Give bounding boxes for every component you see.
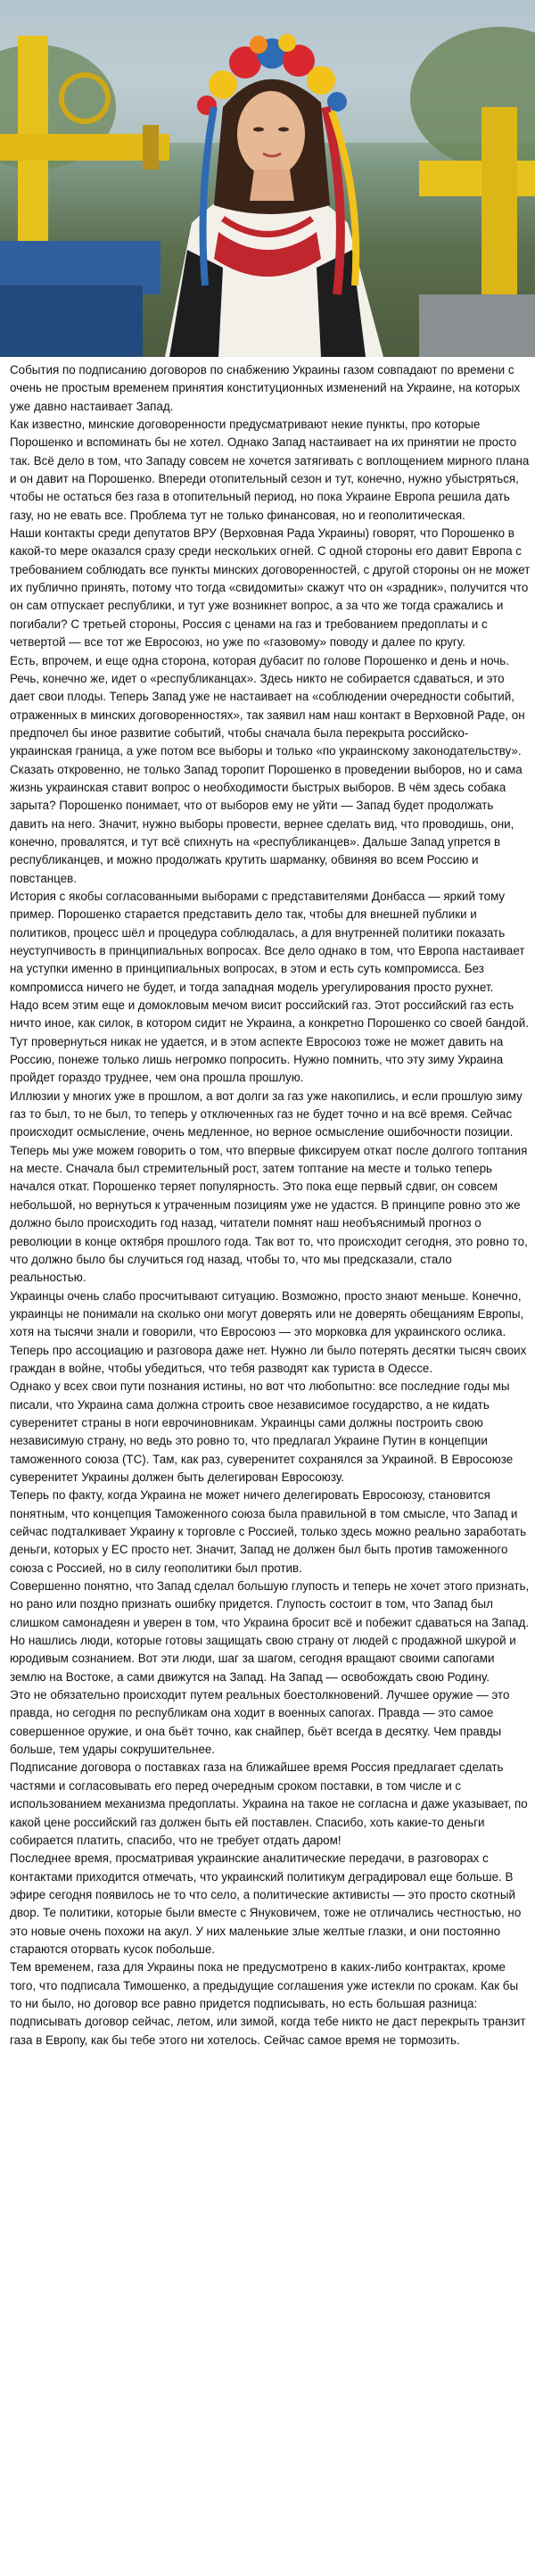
- hero-illustration: [0, 0, 535, 357]
- article-paragraph-6: История с якобы согласованными выборами с представителями Донбасса — яркий тому пример. Порошенко старается представить дело так, чтобы для внешней публики и политиков, процесс шёл и процедура соблюдалась, а для внутренней политики показать неуступчивость в принципиальных вопросах. Все дело однако в том, что Европа настаивает на уступки именно в принципиальных вопросах, в этом и есть суть компромисса. Без компромисса ничего не будет, и тогда западная модель урегулирования просто рухнет.: [10, 889, 525, 994]
- article-paragraph-2: Как известно, минские договоренности предусматривают некие пункты, про которые Порошенко и вспоминать бы не хотел. Однако Запад настаивает на их принятии не просто так. Всё дело в том, что Западу совсем не хочется затягивать с воплощением мирного плана и он давит на Порошенко. Впереди отопительный сезон и тут, конечно, нужно убыстряться, чтобы не остаться без газа в отопительный период, но пока Украине Европа решила дать газу, но не евать все. Проблема тут не только финансовая, но и геополитическая.: [10, 418, 530, 522]
- flower-6: [250, 36, 268, 54]
- neck: [250, 170, 294, 201]
- pipe-yellow-right-vertical: [482, 107, 517, 312]
- pipe-flange: [143, 125, 159, 170]
- pipe-grey-right: [419, 294, 535, 357]
- article-paragraph-15: Последнее время, просматривая украинские аналитические передачи, в разговорах с контактами приходится отмечать, что украинский политикум деградировал еще больше. В эфире сегодня появилось не то что село, а политические активисты — это просто скотный двор. Те политики, которые были вместе с Януковичем, тоже не отличались честностью, но это новые очень похожи на акул. У них маленькие злые желтые глазки, и они постоянно стараются оторвать кусок побольше.: [10, 1851, 522, 1956]
- article-paragraph-7: Надо всем этим еще и домокловым мечом висит российский газ. Этот российский газ есть ничто иное, как силок, в котором сидит не Украина, а конкретно Порошенко со своей бандой. Тут провернуться никак не удается, и в этом аспекте Евросоюз тоже не может давить на Россию, понеже только лишь негромко попросить. Нужно помнить, что эту зиму Украина пройдет гораздо труднее, чем она прошла прошлую.: [10, 998, 530, 1085]
- article-paragraph-1: События по подписанию договоров по снабжению Украины газом совпадают по времени с очень не простым временем принятия конституционных изменений на Украине, на которых уже давно настаивает Запад.: [10, 363, 521, 413]
- eye-right: [278, 128, 289, 132]
- article-paragraph-3: Наши контакты среди депутатов ВРУ (Верховная Рада Украины) говорят, что Порошенко в какой-то мере оказался сразу среди нескольких огней. С одной стороны его давит Европа с требованием соблюдать все пункты минских договоренностей, с другой стороны он не может их публично принять, потому что тогда «свидомиты» скажут что он «зрадник», получится что он сам отпускает республики, и тут уже возникнет вопрос, а за что же тогда сражались и погибали? С третьей стороны, Россия с ценами на газ и требованием предоплаты и с четвертой — все тот же Евросоюз, но уже по «газовому» поводу и далее по кругу.: [10, 526, 531, 650]
- article-paragraph-4: Есть, впрочем, и еще одна сторона, которая дубасит по голове Порошенко и день и ночь. Речь, конечно же, идет о «республиканцах». Здесь никто не собирается сдаваться, и это дает свои плоды. Теперь Запад уже не настаивает на «соблюдении очередности событий, отраженных в минских договоренностях», так заявил нам наш контакт в Верховной Раде, он предпочел бы иное развитие событий, чтобы сначала была перекрыта российско-украинская граница, а уже потом все выборы и только «по украинскому законодательству».: [10, 653, 525, 758]
- article-paragraph-13: Это не обязательно происходит путем реальных боестолкновений. Лучшее оружие — это правда, но сегодня по республикам она ходит в военных сапогах. Правда — это самое совершенное оружие, и она бьёт точно, как снайпер, бьёт всегда в десятку. Чем правды больше, тем удары сокрушительнее.: [10, 1688, 510, 1757]
- article-paragraph-14: Подписание договора о поставках газа на ближайшее время Россия предлагает сделать частями и согласовывать его перед очередным сроком поставки, в том числе и с использованием механизма предоплаты. Украина на такое не согласна и даже указывает, по какой цене российский газ должен быть ей поставлен. Спасибо, хоть какие-то деньги собирается платить, спасибо, что не требует отдать даром!: [10, 1760, 528, 1847]
- article-paragraph-8: Иллюзии у многих уже в прошлом, а вот долги за газ уже накопились, и если прошлую зиму газ то был, то не был, то теперь у отключенных газ не будет точно и на всё время. Сейчас происходит осмысление, очень медленное, но верное осмысление ошибочности позиции. Теперь мы уже можем говорить о том, что впервые фиксируем откат после долгого топтания на месте. Сначала был стремительный рост, затем топтание на месте и только теперь начался откат. Порошенко теряет популярность. Это пока еще первый сдвиг, он совсем небольшой, но вернуться к утраченным позициям уже не удастся. В принципе ровно это же должно было происходить год назад, читатели помнят наш необъяснимый прогноз о революции в конце октября прошлого года. Так вот то, что происходит сегодня, это ровно то, что должно было бы случиться год назад, чтобы то, что мы предсказали, стало реальностью.: [10, 1089, 528, 1285]
- pipe-blue-dark: [0, 286, 143, 357]
- flower-5: [307, 66, 335, 95]
- article-paragraph-11: Теперь по факту, когда Украина не может ничего делегировать Евросоюзу, становится понятным, что концепция Таможенного союза была правильной в том смысле, что Запад и сейчас подталкивает Украину к торговле с Россией, только здесь можно реально заработать деньги, которых у ЕС просто нет. Значит, Запад не должен был быть против таможенного союза с Россией, но в силу геополитики был против.: [10, 1488, 527, 1575]
- pipe-yellow-right: [419, 161, 535, 196]
- article-paragraph-12: Совершенно понятно, что Запад сделал большую глупость и теперь не хочет этого признать, но рано или поздно признать ошибку придется. Глупость состоит в том, что Запад был слишком самонадеян и уверен в том, что Украина бросит всё и побежит сдаваться на Запад. Но нашлись люди, которые готовы защищать свою страну от людей с продажной шкурой и юродивым сознанием. Вот эти люди, шаг за шагом, сегодня вращают своими сапогами землю на Востоке, а сами движутся на Запад. На Запад — освобождать свою Родину.: [10, 1579, 530, 1684]
- article-paragraph-10: Однако у всех свои пути познания истины, но вот что любопытно: все последние годы мы писали, что Украина сама должна строить свое независимое государство, а не кидать суверенитет страны в ноги еврочиновникам. Украинцы сами должны построить свою независимую страну, но ведь это ровно то, что предлагал Украине Путин в концепции таможенного союза (ТС). Там, как раз, суверенитет сохранялся за Украиной. В Евросоюзе суверенитет Украины должен быть делегирован Евросоюзу.: [10, 1379, 514, 1484]
- article-paragraph-5: Сказать откровенно, не только Запад торопит Порошенко в проведении выборов, но и сама жизнь украинская ставит вопрос о необходимости быстрых выборов. В чём здесь собака зарыта? Порошенко понимает, что от выборов ему не уйти — Запад будет продолжать давить на него. Значит, нужно выборы провести, вернее сделать вид, что проводишь, они, конечно, провалятся, и тут всё спихнуть на «республиканцев». Дальше Запад упрется в республиканцев, и можно продолжать крутить шарманку, обвиняя во всем Россию и повстанцев.: [10, 762, 523, 885]
- flower-7: [278, 34, 296, 52]
- article-paragraph-16: Тем временем, газа для Украины пока не предусмотрено в каких-либо контрактах, кроме того, что подписала Тимошенко, а предыдущие соглашения уже истекли по срокам. Как бы то ни было, но договор все равно придется подписывать, но есть большая разница: подписывать договор сейчас, летом, или зимой, когда тебе никто не даст перекрыть транзит газа в Европу, как бы тебе этого ни хотелось. Сейчас самое время не тормозить.: [10, 1960, 526, 2047]
- eye-left: [253, 128, 264, 132]
- face: [237, 91, 305, 177]
- flower-1: [209, 70, 237, 99]
- hero-photo: [0, 0, 535, 357]
- article-paragraph-9: Украинцы очень слабо просчитывают ситуацию. Возможно, просто знают меньше. Конечно, украинцы не понимали на сколько они могут доверять или не доверять обещаниям Европы, хотя на тысячи знали и говорили, что Евросоюз — это морковка для украинского ослика. Теперь про ассоциацию и разговора даже нет. Нужно ли было потерять десятки тысяч своих граждан в войне, чтобы убедиться, что тебя разводят как туриста в Одессе.: [10, 1288, 527, 1375]
- article-body: [10, 361, 531, 2556]
